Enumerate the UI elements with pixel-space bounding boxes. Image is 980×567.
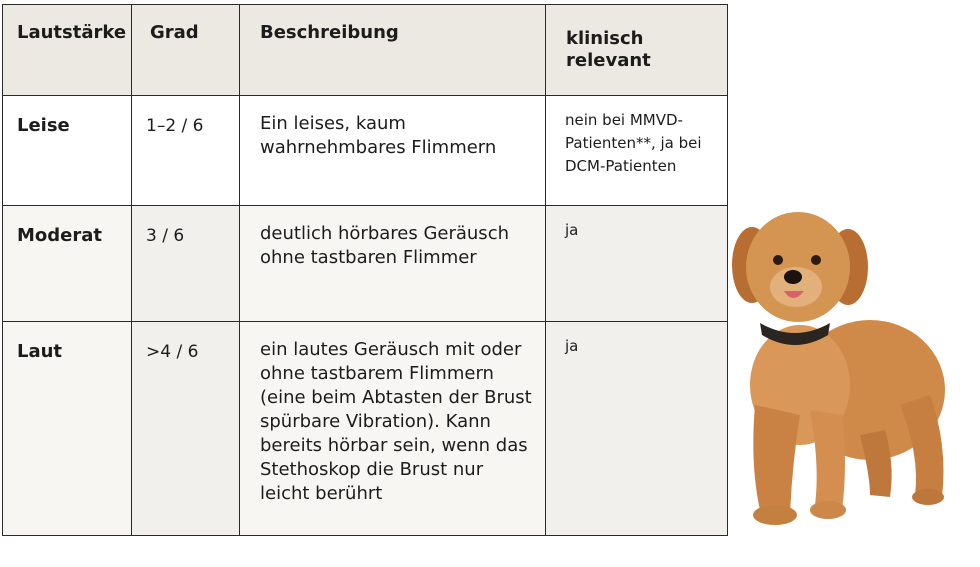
cell-level: Laut	[3, 322, 132, 536]
table-row	[3, 206, 728, 322]
dog-photo	[730, 205, 955, 535]
cell-relevant: ja	[546, 322, 728, 536]
cell-level: Moderat	[3, 206, 132, 322]
cell-description: deutlich hörbares Geräusch ohne tastbaren Flimmer	[240, 206, 546, 322]
cell-relevant: ja	[546, 206, 728, 322]
murmur-grade-table	[2, 4, 727, 535]
dog-eye-left	[773, 255, 783, 265]
header-description: Beschreibung	[240, 5, 546, 96]
cell-level: Leise	[3, 96, 132, 206]
table-row	[3, 322, 728, 536]
cell-description: ein lautes Geräusch mit oder ohne tastbarem Flimmern (eine beim Abtasten der Brust spürbare Vibration). Kann bereits hörbar sein, wenn das Stethoskop die Brust nur leicht berührt	[240, 322, 546, 536]
dog-eye-right	[811, 255, 821, 265]
cell-relevant: nein bei MMVD-Patienten**, ja bei DCM-Patienten	[546, 96, 728, 206]
cell-description: Ein leises, kaum wahrnehmbares Flimmern	[240, 96, 546, 206]
dog-leg-front-left	[753, 405, 800, 515]
cell-grade: >4 / 6	[132, 322, 240, 536]
cell-grade: 3 / 6	[132, 206, 240, 322]
header-relevant-line1: klinisch	[566, 28, 644, 49]
grade-table	[2, 4, 728, 536]
header-level: Lautstärke	[3, 5, 132, 96]
header-relevant-line2: relevant	[566, 50, 651, 71]
header-grade: Grad	[132, 5, 240, 96]
cell-grade: 1–2 / 6	[132, 96, 240, 206]
header-clinically-relevant	[546, 5, 728, 96]
dog-nose	[784, 270, 802, 284]
table-row	[3, 96, 728, 206]
dog-leg-front-right	[810, 410, 845, 510]
table-header-row	[3, 5, 728, 96]
dog-leg-back2	[860, 430, 892, 497]
